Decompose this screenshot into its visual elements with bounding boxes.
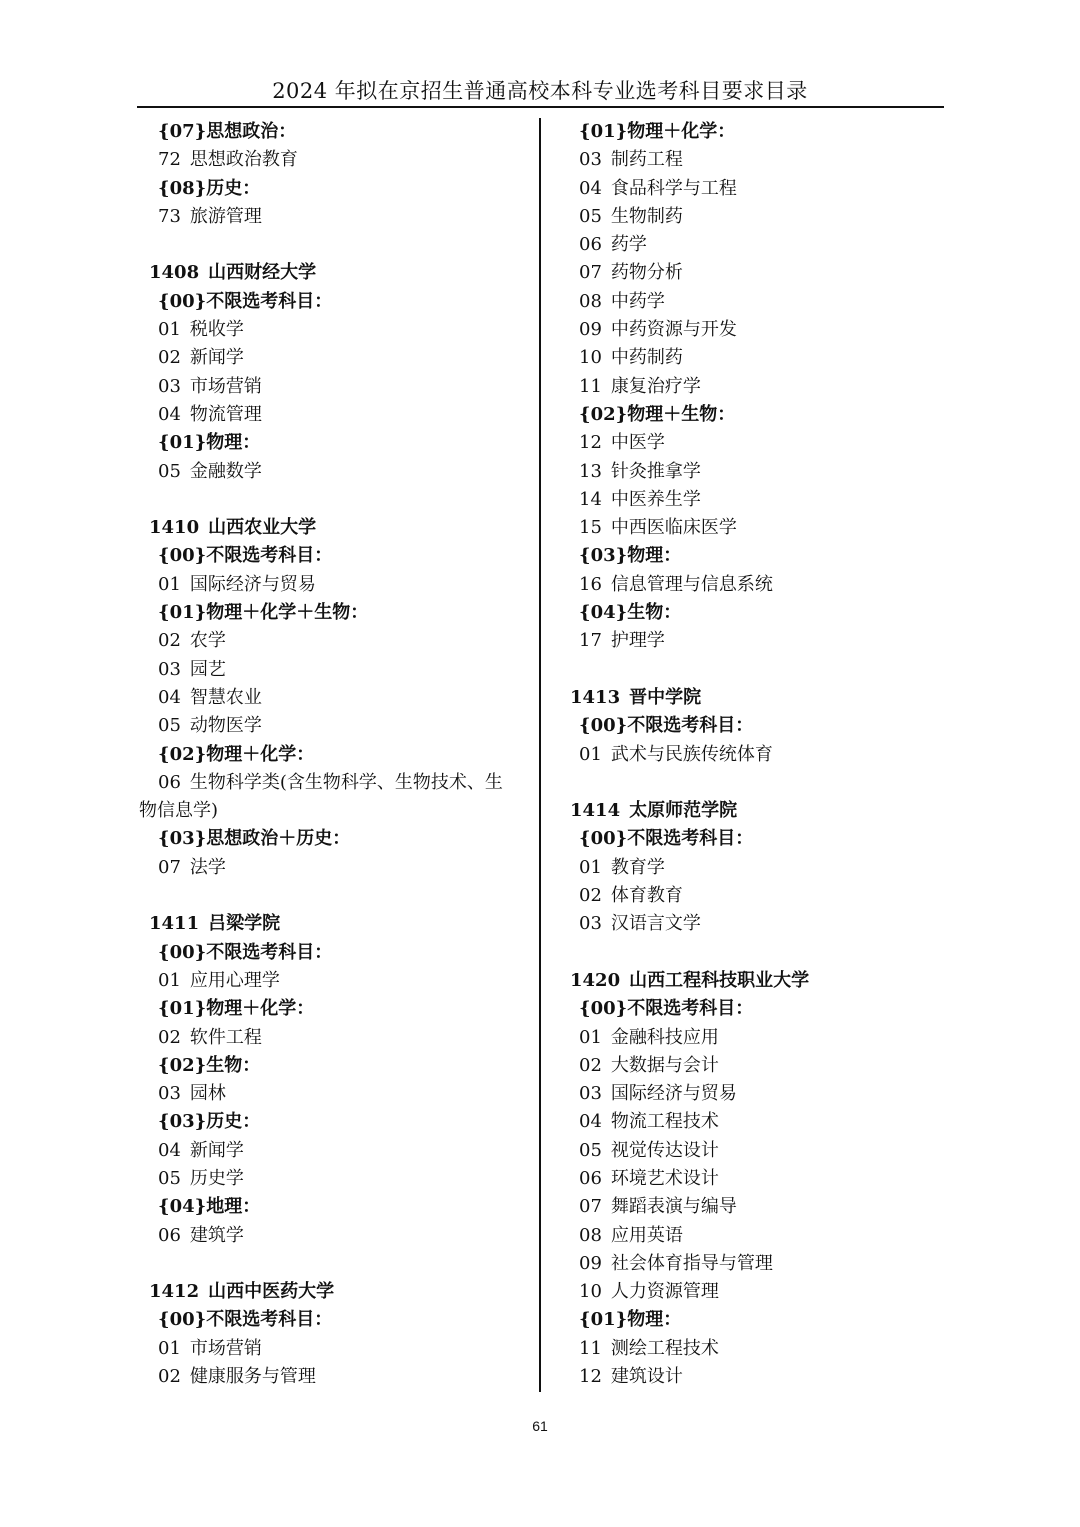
major-code: 08 [579,290,602,312]
major-item [560,1193,960,1221]
major-name: 针灸推拿学 [610,460,701,482]
major-name: 金融数学 [189,460,262,482]
major-name: 中药学 [610,290,665,312]
major-item [560,910,960,938]
major-item [139,1363,539,1391]
major-code: 17 [579,630,602,652]
major-item [139,1137,539,1165]
major-item [560,1137,960,1165]
major-name: 食品科学与工程 [610,177,737,199]
major-name: 人力资源管理 [610,1281,719,1303]
major-name: 思想政治教育 [189,149,298,171]
major-code: 07 [158,856,181,878]
school-name: 吕梁学院 [208,913,281,935]
subject-group-heading: {03}思想政治＋历史： [158,828,351,850]
major-code: 09 [579,1252,602,1274]
major-name: 应用英语 [610,1224,683,1246]
subject-group-heading: {04}生物： [579,602,682,624]
major-code: 05 [158,1167,181,1189]
major-code: 08 [579,1224,602,1246]
major-item [560,571,960,599]
major-name: 金融科技应用 [610,1026,719,1048]
major-name: 税收学 [189,319,244,341]
blank-line [560,939,960,967]
major-item [139,373,539,401]
blank-line [139,1250,539,1278]
major-item [560,627,960,655]
major-item [560,1363,960,1391]
major-item [560,344,960,372]
school-code: 1408 [149,262,200,284]
major-name: 应用心理学 [189,969,280,991]
major-code: 03 [158,658,181,680]
school-heading [139,910,539,938]
major-item [560,1278,960,1306]
major-name: 健康服务与管理 [189,1366,316,1388]
column-divider [539,118,541,1392]
major-code: 14 [579,488,602,510]
major-code: 03 [158,375,181,397]
major-item [560,854,960,882]
major-name: 新闻学 [189,347,244,369]
major-name-continuation: 物信息学) [139,800,219,822]
major-name: 信息管理与信息系统 [610,573,773,595]
major-item [560,1250,960,1278]
major-code: 01 [158,1337,181,1359]
major-item [139,712,539,740]
blank-line [560,656,960,684]
subject-group-heading: {00}不限选考科目： [158,1309,333,1331]
school-heading [139,1278,539,1306]
major-item [560,1052,960,1080]
major-code: 05 [158,715,181,737]
subject-group-heading: {03}物理： [579,545,682,567]
major-item [139,1335,539,1363]
school-heading [560,684,960,712]
major-item [139,344,539,372]
major-item [139,203,539,231]
major-code: 73 [158,205,181,227]
subject-group-heading: {00}不限选考科目： [579,828,754,850]
school-code: 1411 [149,913,200,935]
major-item [139,684,539,712]
major-item [139,1024,539,1052]
school-name: 太原师范学院 [629,800,738,822]
subject-group-heading: {00}不限选考科目： [158,290,333,312]
major-code: 02 [158,347,181,369]
major-item [139,627,539,655]
major-code: 01 [579,856,602,878]
major-item [139,656,539,684]
major-name: 动物医学 [189,715,262,737]
major-name: 药物分析 [610,262,683,284]
subject-group-heading: {01}物理： [579,1309,682,1331]
major-name: 舞蹈表演与编导 [610,1196,737,1218]
blank-line [139,231,539,259]
page-header-title: 2024 年拟在京招生普通高校本科专业选考科目要求目录 [272,79,808,103]
major-item [139,571,539,599]
school-code: 1412 [149,1281,200,1303]
major-code: 01 [158,573,181,595]
school-code: 1413 [570,686,621,708]
major-code: 04 [158,1139,181,1161]
school-code: 1414 [570,800,621,822]
major-code: 01 [579,1026,602,1048]
major-item [560,741,960,769]
major-item [139,458,539,486]
major-code: 11 [579,1337,602,1359]
major-name: 生物制药 [610,205,683,227]
major-name: 护理学 [610,630,665,652]
major-item [139,769,539,797]
subject-group-heading: {08}历史： [158,177,261,199]
major-name: 中药制药 [610,347,683,369]
major-item [560,882,960,910]
blank-line [139,882,539,910]
major-item [560,1165,960,1193]
major-code: 04 [158,403,181,425]
major-code: 04 [579,1111,602,1133]
major-name: 建筑设计 [610,1366,683,1388]
major-code: 03 [579,913,602,935]
major-item [560,259,960,287]
major-code: 05 [579,1139,602,1161]
subject-group-heading: {00}不限选考科目： [579,998,754,1020]
subject-group-heading: {02}物理＋化学： [158,743,315,765]
major-name: 测绘工程技术 [610,1337,719,1359]
left-column [139,118,539,1391]
major-name: 物流管理 [189,403,262,425]
header-rule [137,106,944,108]
major-code: 04 [158,686,181,708]
major-code: 72 [158,149,181,171]
major-name: 汉语言文学 [610,913,701,935]
school-heading [139,514,539,542]
major-name: 中药资源与开发 [610,319,737,341]
school-heading [560,797,960,825]
major-item [139,1080,539,1108]
major-name: 药学 [610,234,647,256]
school-heading [139,259,539,287]
subject-group-heading: {03}历史： [158,1111,261,1133]
subject-group-heading: {01}物理＋化学： [158,998,315,1020]
major-name: 生物科学类(含生物科学、生物技术、生 [189,771,503,793]
major-code: 06 [158,771,181,793]
major-name: 环境艺术设计 [610,1167,719,1189]
school-name: 山西财经大学 [208,262,317,284]
major-item [560,429,960,457]
major-code: 05 [579,205,602,227]
major-name: 市场营销 [189,375,262,397]
major-code: 02 [158,1026,181,1048]
major-name: 法学 [189,856,226,878]
major-item [560,458,960,486]
major-item [560,203,960,231]
major-code: 15 [579,517,602,539]
blank-line [560,769,960,797]
subject-group-heading: {01}物理： [158,432,261,454]
major-name: 视觉传达设计 [610,1139,719,1161]
major-name: 中医养生学 [610,488,701,510]
major-name: 旅游管理 [189,205,262,227]
major-code: 02 [579,885,602,907]
subject-group-heading: {01}物理＋化学： [579,121,736,142]
subject-group-heading: {07}思想政治： [158,121,297,142]
major-name: 历史学 [189,1167,244,1189]
major-name: 中西医临床医学 [610,517,737,539]
major-item [560,373,960,401]
major-item [560,1222,960,1250]
major-item [560,1024,960,1052]
major-item [560,288,960,316]
major-code: 06 [158,1224,181,1246]
major-name: 康复治疗学 [610,375,701,397]
major-name: 市场营销 [189,1337,262,1359]
major-name: 智慧农业 [189,686,262,708]
major-name: 社会体育指导与管理 [610,1252,773,1274]
subject-group-heading: {00}不限选考科目： [158,545,333,567]
major-name: 新闻学 [189,1139,244,1161]
blank-line [139,486,539,514]
major-code: 02 [158,630,181,652]
major-code: 06 [579,234,602,256]
subject-group-heading: {04}地理： [158,1196,261,1218]
major-item [560,316,960,344]
major-item [560,1080,960,1108]
subject-group-heading: {00}不限选考科目： [579,715,754,737]
major-code: 12 [579,1366,602,1388]
major-name: 物流工程技术 [610,1111,719,1133]
major-code: 07 [579,262,602,284]
major-item [139,967,539,995]
major-item [139,1165,539,1193]
major-name: 中医学 [610,432,665,454]
major-item [139,1222,539,1250]
major-code: 16 [579,573,602,595]
major-code: 02 [579,1054,602,1076]
major-name: 制药工程 [610,149,683,171]
major-name: 园林 [189,1083,226,1105]
major-code: 05 [158,460,181,482]
major-code: 09 [579,319,602,341]
major-code: 03 [158,1083,181,1105]
subject-group-heading: {02}物理＋生物： [579,403,736,425]
school-name: 晋中学院 [629,686,702,708]
major-name: 武术与民族传统体育 [610,743,773,765]
major-name: 农学 [189,630,226,652]
subject-group-heading: {02}生物： [158,1054,261,1076]
major-item [139,146,539,174]
major-item [560,1108,960,1136]
major-code: 06 [579,1167,602,1189]
school-code: 1420 [570,969,621,991]
major-code: 01 [158,319,181,341]
major-code: 03 [579,149,602,171]
major-code: 10 [579,347,602,369]
major-code: 10 [579,1281,602,1303]
major-name: 体育教育 [610,885,683,907]
major-code: 03 [579,1083,602,1105]
major-item [560,1335,960,1363]
major-name: 国际经济与贸易 [189,573,316,595]
major-item [139,854,539,882]
major-item [560,514,960,542]
major-item [560,486,960,514]
major-item [560,175,960,203]
major-item [560,146,960,174]
major-name: 教育学 [610,856,665,878]
school-name: 山西农业大学 [208,517,317,539]
school-name: 山西工程科技职业大学 [629,969,810,991]
right-column [560,118,960,1391]
major-code: 04 [579,177,602,199]
school-heading [560,967,960,995]
major-code: 11 [579,375,602,397]
subject-group-heading: {01}物理＋化学＋生物： [158,602,369,624]
major-code: 07 [579,1196,602,1218]
major-code: 01 [579,743,602,765]
major-name: 大数据与会计 [610,1054,719,1076]
major-code: 12 [579,432,602,454]
major-item [139,316,539,344]
major-name: 建筑学 [189,1224,244,1246]
major-code: 02 [158,1366,181,1388]
school-name: 山西中医药大学 [208,1281,335,1303]
school-code: 1410 [149,517,200,539]
subject-group-heading: {00}不限选考科目： [158,941,333,963]
major-item [560,231,960,259]
major-name: 国际经济与贸易 [610,1083,737,1105]
major-name: 软件工程 [189,1026,262,1048]
page-number: 61 [532,1418,548,1434]
major-item [139,401,539,429]
major-name: 园艺 [189,658,226,680]
major-code: 13 [579,460,602,482]
major-code: 01 [158,969,181,991]
